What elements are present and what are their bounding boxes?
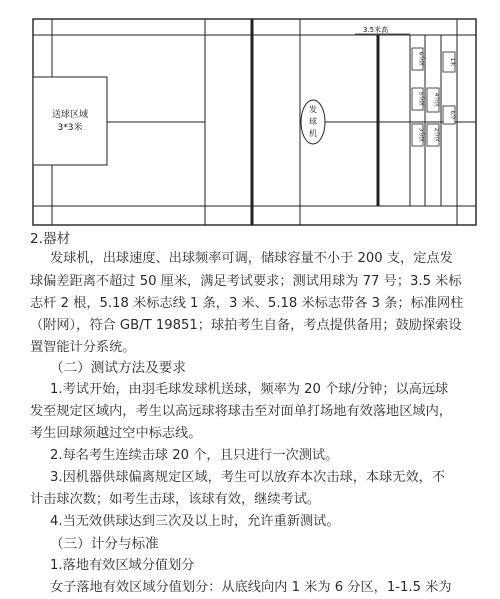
zone-label-2: 2分区 — [433, 127, 439, 143]
zone-label-6pts: 6分 — [449, 110, 455, 120]
paragraph-line: 置智能计分系统。 — [30, 340, 136, 355]
paragraph-line: 考生回球须越过空中标志线。 — [30, 426, 202, 441]
paragraph-line: 发球机，出球速度、出球频率可调，储球容量不小于 200 支，定点发 — [50, 251, 453, 266]
paragraph-line: 4.当无效供球达到三次及以上时，允许重新测试。 — [50, 514, 340, 529]
serve-machine-char-1: 发 — [309, 105, 317, 114]
paragraph-line: 计击球次数；如考生击球，该球有效，继续考试。 — [30, 492, 321, 507]
zone-label-3: 3分区 — [417, 127, 424, 143]
serve-area-size: 3*3米 — [57, 123, 83, 133]
zone-label-5: 5分区 — [417, 91, 424, 107]
section-equipment-heading: 2.器材 — [30, 231, 71, 247]
section-scoring-heading: （三）计分与标准 — [50, 536, 159, 552]
paragraph-line: （附网），符合 GB/T 19851；球拍考生自备，考点提供备用；鼓励探索设 — [30, 318, 462, 333]
serve-area-label: 送球区域 — [51, 110, 89, 120]
paragraph-line: 2.每名考生连续击球 20 个，且只进行一次测试。 — [50, 448, 339, 463]
badminton-court-diagram — [0, 0, 500, 232]
zone-label-1m: 1米 — [449, 57, 455, 67]
paragraph-line: 发至规定区域内，考生以高远球将球击至对面单打场地有效落地区域内， — [30, 404, 452, 419]
paragraph-line: 1.考试开始，由羽毛球发球机送球，频率为 20 个球/分钟；以高远球 — [50, 382, 449, 397]
section-method-heading: （二）测试方法及要求 — [50, 360, 186, 376]
serve-machine-char-3: 机 — [309, 129, 317, 138]
zone-label-4: 4分区 — [433, 92, 439, 108]
paragraph-line: 志杆 2 根，5.18 米标志线 1 条，3 米、5.18 米标志带各 3 条；标准网柱 — [30, 296, 464, 311]
paragraph-line: 女子落地有效区域分值划分：从底线向内 1 米为 6 分区，1-1.5 米为 — [50, 580, 452, 595]
zone-label-6: 6分区 — [417, 51, 424, 67]
serve-machine-char-2: 球 — [309, 117, 317, 126]
paragraph-line: 3.因机器供球偏离规定区域，考生可以放弃本次击球，本球无效，不 — [50, 470, 446, 485]
paragraph-line: 1.落地有效区域分值划分 — [50, 558, 195, 573]
paragraph-line: 球偏差距离不超过 50 厘米，满足考试要求；测试用球为 77 号；3.5 米标 — [30, 274, 462, 289]
serve-area-box — [33, 77, 107, 165]
dimension-label: 3.5米高 — [363, 26, 389, 34]
